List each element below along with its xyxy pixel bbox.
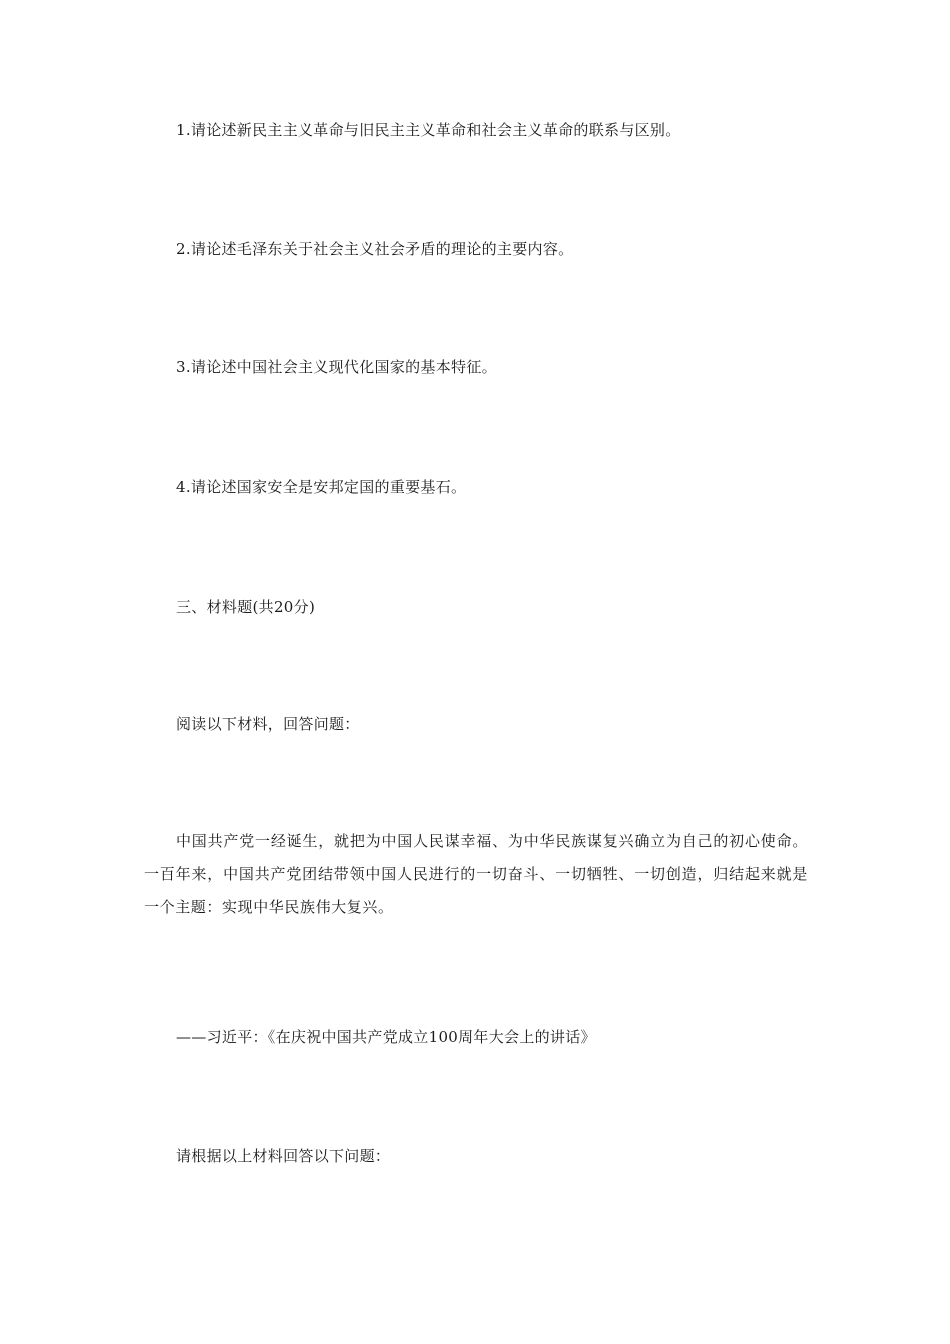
question-2: 2.请论述毛泽东关于社会主义社会矛盾的理论的主要内容。 xyxy=(176,240,574,258)
instruction-text: 阅读以下材料，回答问题： xyxy=(176,715,360,733)
material-paragraph: 中国共产党一经诞生，就把为中国人民谋幸福、为中华民族谋复兴确立为自己的初心使命。一百年来，中国共产党团结带领中国人民进行的一切奋斗、一切牺牲、一切创造，归结起来就是一个主题：实现中华民族伟大复兴。 xyxy=(144,832,808,916)
question-3: 3.请论述中国社会主义现代化国家的基本特征。 xyxy=(176,358,497,376)
question-prompt: 请根据以上材料回答以下问题： xyxy=(176,1147,391,1165)
question-4: 4.请论述国家安全是安邦定国的重要基石。 xyxy=(176,478,467,496)
material-source: ——习近平：《在庆祝中国共产党成立100周年大会上的讲话》 xyxy=(176,1028,596,1046)
section-heading: 三、材料题(共20分) xyxy=(176,598,316,616)
question-1: 1.请论述新民主主义革命与旧民主主义革命和社会主义革命的联系与区别。 xyxy=(176,121,681,139)
